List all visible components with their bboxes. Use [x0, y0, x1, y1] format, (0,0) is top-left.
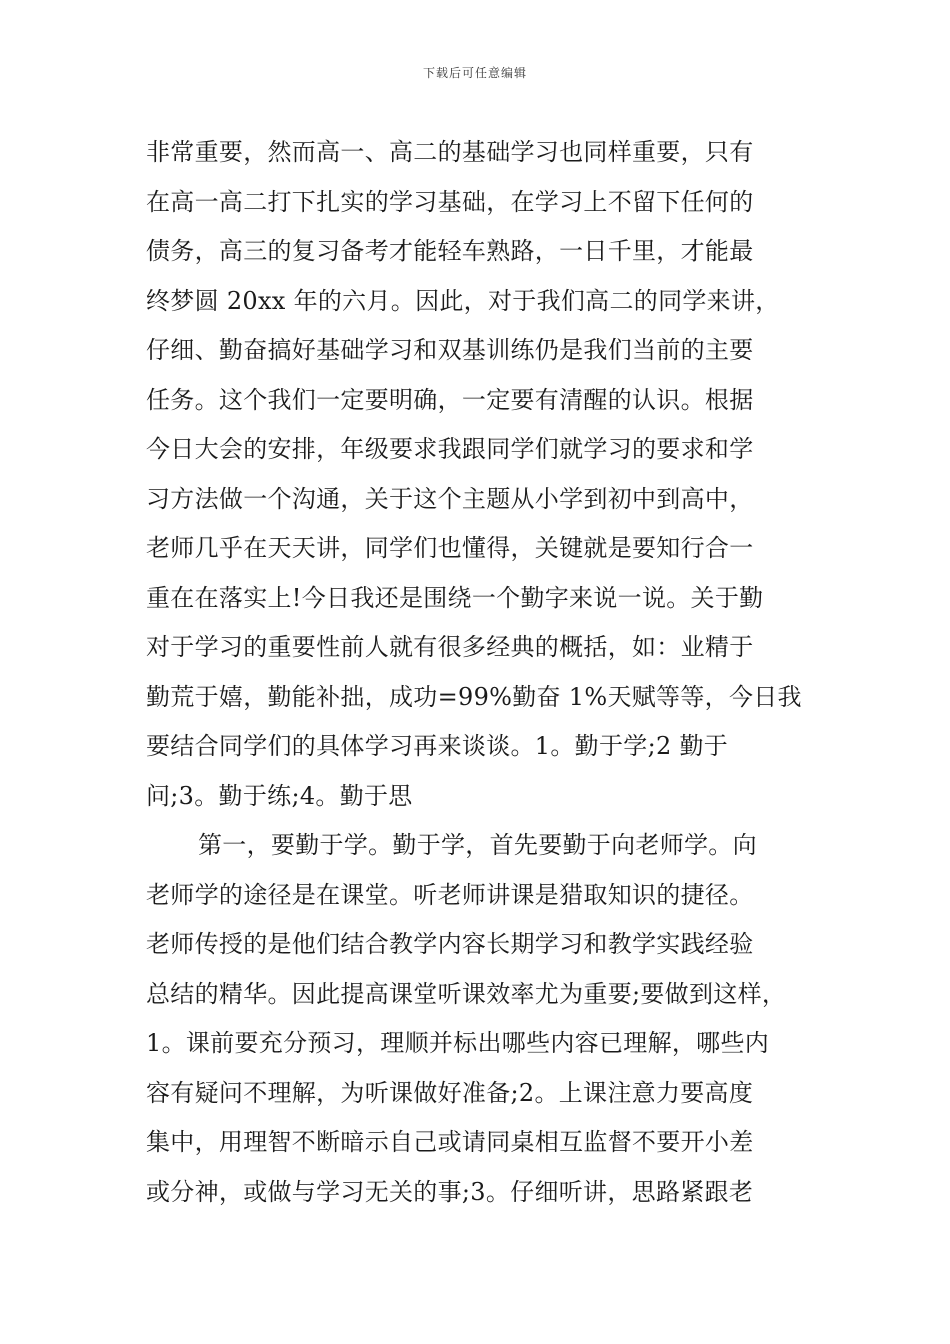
- text-line: 1。课前要充分预习，理顺并标出哪些内容已理解，哪些内: [146, 1029, 770, 1057]
- text-line: 非常重要，然而高一、高二的基础学习也同样重要，只有: [146, 138, 754, 166]
- text-line: 问;3。勤于练;4。勤于思: [146, 781, 413, 810]
- document-body: [146, 128, 810, 1217]
- text-line-indented: 第一，要勤于学。勤于学，首先要勤于向老师学。向: [198, 831, 757, 859]
- text-line: 重在在落实上!今日我还是围绕一个勤字来说一说。关于勤: [146, 583, 764, 612]
- text-line: 今日大会的安排，年级要求我跟同学们就学习的要求和学: [146, 435, 754, 463]
- text-line: 在高一高二打下扎实的学习基础，在学习上不留下任何的: [146, 187, 754, 216]
- text-line: 老师传授的是他们结合教学内容长期学习和教学实践经验: [146, 930, 754, 958]
- text-line: 终梦圆 20xx 年的六月。因此，对于我们高二的同学来讲，: [146, 286, 780, 315]
- text-line: 对于学习的重要性前人就有很多经典的概括，如：业精于: [146, 633, 754, 661]
- text-line: 老师学的途径是在课堂。听老师讲课是猎取知识的捷径。: [146, 880, 754, 909]
- text-line: 勤荒于嬉，勤能补拙，成功=99%勤奋 1%天赋等等，今日我: [146, 682, 802, 711]
- text-line: 或分神，或做与学习无关的事;3。仔细听讲，思路紧跟老: [146, 1177, 754, 1206]
- page-header: 下载后可任意编辑: [422, 66, 527, 80]
- text-line: 容有疑问不理解，为听课做好准备;2。上课注意力要高度: [146, 1078, 754, 1107]
- text-line: 老师几乎在天天讲，同学们也懂得，关键就是要知行合一: [146, 534, 754, 562]
- paragraph-1: [146, 128, 810, 821]
- text-line: 总结的精华。因此提高课堂听课效率尤为重要;要做到这样，: [146, 979, 787, 1008]
- paragraph-2: [146, 821, 810, 1217]
- text-line: 仔细、勤奋搞好基础学习和双基训练仍是我们当前的主要: [146, 336, 754, 364]
- text-line: 要结合同学们的具体学习再来谈谈。1。勤于学;2 勤于: [146, 732, 729, 760]
- text-line: 任务。这个我们一定要明确，一定要有清醒的认识。根据: [146, 385, 754, 414]
- text-line: 集中，用理智不断暗示自己或请同桌相互监督不要开小差: [146, 1128, 754, 1156]
- text-line: 习方法做一个沟通，关于这个主题从小学到初中到高中，: [146, 484, 754, 513]
- text-line: 债务，高三的复习备考才能轻车熟路，一日千里，才能最: [146, 237, 754, 265]
